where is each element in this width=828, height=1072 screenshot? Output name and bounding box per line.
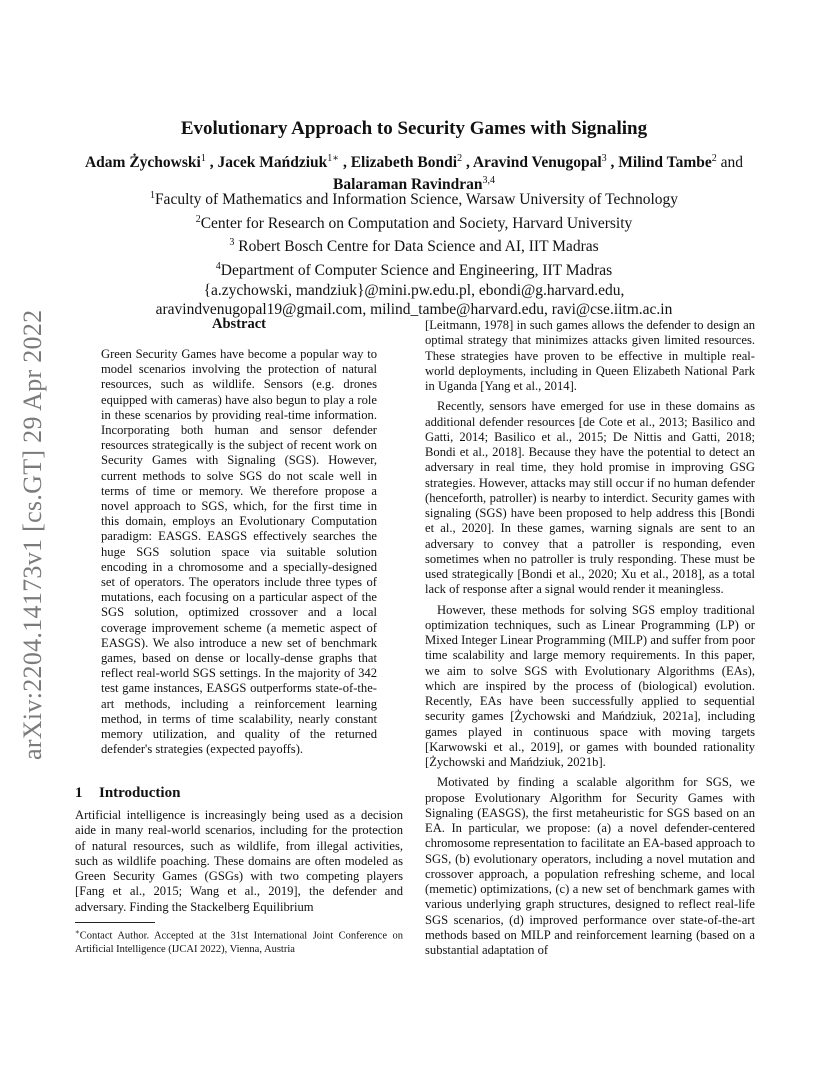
abstract-heading: Abstract	[212, 316, 266, 332]
affiliation-line: $^3$ Robert Bosch Centre for Data Science and AI, IIT Madras	[229, 237, 599, 256]
paragraph: However, these methods for solving SGS employ traditional optimization techniques, such as Linear Programming (LP) or Mixed Integer Linear Programming (MILP) and suffer from poor time scalability and large memory requirements. In this paper, we aim to solve SGS with Evolutionary Algorithms (EAs), which are inspired by the process of (biological) evolution. Recently, EAs have been successfully applied to sequential security games [Żychowski and Mańdziuk, 2021a], including games played in continuous space with moving targets [Karwowski et al., 2019], or games with bounded rationality [Żychowski and Mańdziuk, 2021b].	[425, 602, 755, 769]
footnote	[75, 926, 403, 956]
author-affil-mark: 3	[601, 153, 607, 164]
author-name: Adam Żychowski	[84, 154, 201, 172]
abstract-text: Green Security Games have become a popular way to model scenarios involving the protection of natural resources, such as wildlife. Sensors (e.g. drones equipped with cameras) have also begun to play a role in these scenarios by providing real-time information. Incorporating both human and sensor defender resources strategically is the subject of recent work on Security Games with Signaling (SGS). However, current methods to solve SGS do not scale well in terms of time or memory. We therefore propose a novel approach to SGS, which, for the first time in this domain, employs an Evolutionary Computation paradigm: EASGS. EASGS effectively searches the huge SGS solution space via suitable solution encoding in a chromosome and a specially-designed set of operators. The operators include three types of mutations, each focusing on a particular aspect of the SGS solution, optimized crossover and a local coverage improvement scheme (a memetic aspect of EASGS). We also introduce a new set of benchmark games, based on dense or locally-dense graphs that reflect real-world SGS settings. In the majority of 342 test game instances, EASGS outperforms state-of-the-art methods, including a reinforcement learning method, in terms of time scalability, nearly constant memory utilization, and quality of the returned defender's strategies (expected payoffs).	[101, 347, 377, 757]
introduction-body	[75, 808, 403, 915]
paragraph: Motivated by finding a scalable algorithm for SGS, we propose Evolutionary Algorithm for Security Games with Signaling (EASGS), the first metaheuristic for SGS based on an EA. In particular, we propose: (a) a novel defender-centered chromosome representation to facilitate an EA-based approach to SGS, (b) evolutionary operators, including a novel mutation and crossover approach, a population refreshing scheme, and local (memetic) optimizations, (c) a new set of benchmark games with various underlying graph structures, designed to reflect real-life SGS scenarios, (d) improved performance over state-of-the-art methods based on MILP and reinforcement learning (based on a substantial adaptation of	[425, 775, 755, 957]
author-name: Aravind Venugopal	[472, 154, 602, 172]
section-heading-introduction	[75, 785, 180, 802]
footnote-mark: ∗	[75, 928, 80, 936]
author-name: Milind Tambe	[618, 154, 712, 172]
author-and: and	[720, 154, 743, 172]
abstract-body	[101, 347, 377, 757]
affiliation-line: $^1$Faculty of Mathematics and Information Science, Warsaw University of Technology	[149, 190, 679, 209]
author-affil-mark: 3,4	[482, 175, 495, 187]
section-number: 1	[75, 785, 83, 801]
author-affil-mark: 2	[711, 153, 717, 164]
paragraph: Recently, sensors have emerged for use in these domains as additional defender resources [de Cote et al., 2013; Basilico and Gatti, 2014; Basilico et al., 2015; De Nittis and Gatti, 2018; Bondi et al., 2018]. Because they have the potential to detect an adversary in real time, they hold promise in improving GSG strategies. However, attacks may still occur if no human defender (henceforth, patroller) is nearby to interdict. Security games with signaling (SGS) have been proposed to help address this [Bondi et al., 2020]. In these games, warning signals are sent to an adversary to convey that a patroller is responding, even sometimes when no patroller is truly responding. These must be used strategically [Bondi et al., 2020; Xu et al., 2018], as a total lack of response after a signal would render it meaningless.	[425, 399, 755, 597]
arxiv-identifier: arXiv:2204.14173v1 [cs.GT] 29 Apr 2022	[18, 309, 47, 760]
paragraph: [Leitmann, 1978] in such games allows the defender to design an optimal strategy that minimizes attacks given limited resources. These strategies have proven to be effective in multiple real-world deployments, including in Queen Elizabeth National Park in Uganda [Yang et al., 2014].	[425, 318, 755, 393]
affiliation-line: $^2$Center for Research on Computation and Society, Harvard University	[195, 213, 633, 232]
right-column	[425, 318, 755, 958]
author-affil-mark: 1	[200, 153, 206, 164]
section-title: Introduction	[99, 785, 181, 801]
author-affil-mark: 1∗	[327, 153, 340, 164]
footnote-rule	[75, 922, 155, 923]
paragraph: Artificial intelligence is increasingly being used as a decision aide in many real-world scenarios, including for the protection of natural resources, such as wildlife, from illegal activities, such as wildlife poaching. These domains are often modeled as Green Security Games (GSGs) with two competing players [Fang et al., 2015; Wang et al., 2019], the defender and adversary. Finding the Stackelberg Equilibrium	[75, 808, 403, 914]
affiliation-line: $^4$Department of Computer Science and Engineering, IIT Madras	[215, 260, 613, 280]
author-name: Elizabeth Bondi	[350, 154, 458, 172]
author-name: Balaraman Ravindran	[333, 176, 483, 194]
footnote-text: Contact Author. Accepted at the 31st International Joint Conference on Artificial Intelligence (IJCAI 2022), Vienna, Austria	[75, 930, 403, 955]
affiliations	[60, 186, 768, 320]
email-line: {a.zychowski, mandziuk}@mini.pw.edu.pl, ebondi@g.harvard.edu,	[203, 281, 625, 299]
author-name: Jacek Mańdziuk	[217, 154, 328, 172]
email-line: aravindvenugopal19@gmail.com, milind_tambe@harvard.edu, ravi@cse.iitm.ac.in	[155, 301, 673, 319]
author-list: Adam Żychowski$^1$ , Jacek Mańdziuk$^{1∗}$ , Elizabeth Bondi$^2$ , Aravind Venugopal$^3$ , Milind Tambe$^2$ and Balaraman Ravindran$^{3,4}$	[84, 153, 743, 194]
paper-title: Evolutionary Approach to Security Games with Signaling	[180, 118, 648, 139]
author-affil-mark: 2	[457, 153, 463, 164]
